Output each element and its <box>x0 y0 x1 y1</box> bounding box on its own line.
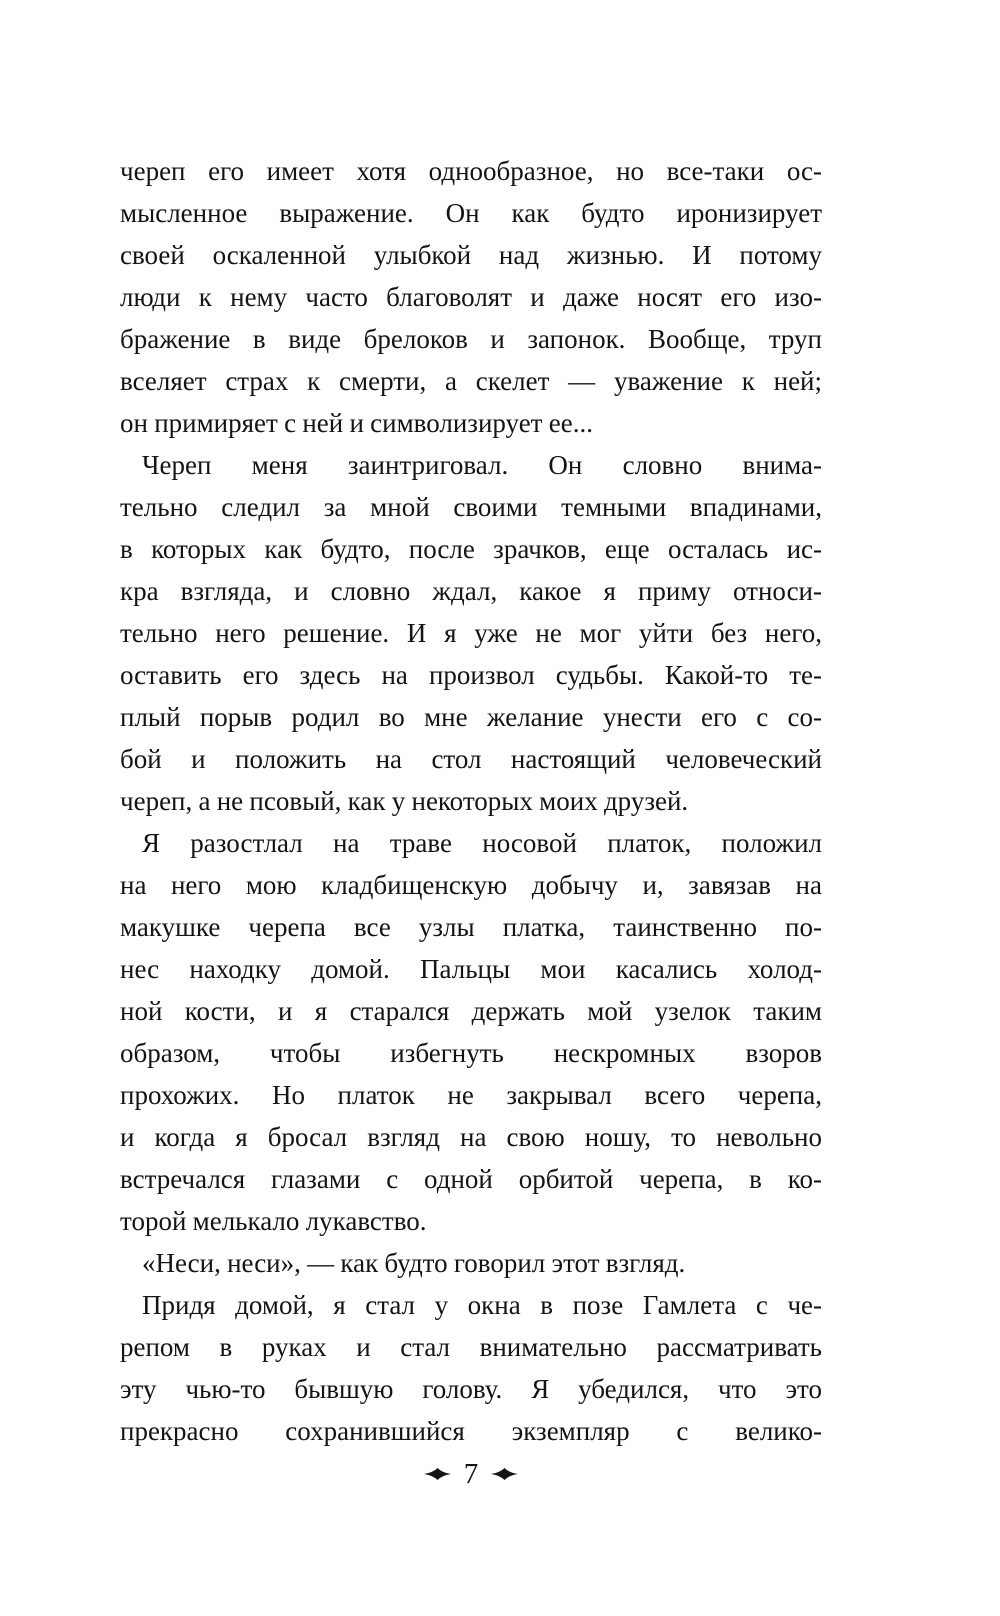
page-number: 7 <box>463 1458 479 1490</box>
diamond-ornament-icon <box>491 1468 518 1480</box>
paragraph <box>120 150 822 444</box>
text-line: ной кости, и я старался держать мой узелок таким <box>120 996 822 1026</box>
paragraph <box>120 822 822 1242</box>
text-line: прекрасно сохранившийся экземпляр с велико- <box>120 1416 822 1446</box>
paragraph <box>120 444 822 822</box>
text-line: Череп меня заинтриговал. Он словно внима- <box>142 450 822 480</box>
text-line: вселяет страх к смерти, а скелет — уважение к ней; <box>120 366 822 396</box>
text-line: бражение в виде брелоков и запонок. Вообще, труп <box>120 324 822 354</box>
text-line: на него мою кладбищенскую добычу и, завязав на <box>120 870 822 900</box>
diamond-ornament-icon <box>424 1468 451 1480</box>
text-line: оставить его здесь на произвол судьбы. Какой-то те- <box>120 660 822 690</box>
paragraph <box>120 1242 822 1284</box>
text-line: в которых как будто, после зрачков, еще осталась ис- <box>120 534 822 564</box>
text-line: кра взгляда, и словно ждал, какое я приму относи- <box>120 576 822 606</box>
text-line: и когда я бросал взгляд на свою ношу, то невольно <box>120 1122 822 1152</box>
text-line: «Неси, неси», — как будто говорил этот взгляд. <box>142 1248 686 1278</box>
text-line: мысленное выражение. Он как будто иронизирует <box>120 198 822 228</box>
text-line: череп, а не псовый, как у некоторых моих друзей. <box>120 786 689 816</box>
text-line: Придя домой, я стал у окна в позе Гамлета с че- <box>142 1290 822 1320</box>
paragraph <box>120 1284 822 1452</box>
text-line: тельно него решение. И я уже не мог уйти без него, <box>120 618 822 648</box>
text-line: репом в руках и стал внимательно рассматривать <box>120 1332 822 1362</box>
text-line: своей оскаленной улыбкой над жизнью. И потому <box>120 240 822 270</box>
text-line: торой мелькало лукавство. <box>120 1206 427 1236</box>
text-line: нес находку домой. Пальцы мои касались холод- <box>120 954 822 984</box>
text-line: Я разостлал на траве носовой платок, положил <box>142 828 822 858</box>
text-line: люди к нему часто благоволят и даже носят его изо- <box>120 282 822 312</box>
text-line: прохожих. Но платок не закрывал всего черепа, <box>120 1080 822 1110</box>
text-line: встречался глазами с одной орбитой черепа, в ко- <box>120 1164 822 1194</box>
text-line: эту чью-то бывшую голову. Я убедился, что это <box>120 1374 822 1404</box>
text-line: образом, чтобы избегнуть нескромных взоров <box>120 1038 822 1068</box>
text-block <box>120 150 822 1452</box>
text-line: он примиряет с ней и символизирует ее... <box>120 408 593 438</box>
text-line: макушке черепа все узлы платка, таинственно по- <box>120 912 822 942</box>
page-footer <box>120 1452 822 1496</box>
text-line: бой и положить на стол настоящий человеческий <box>120 744 822 774</box>
text-line: тельно следил за мной своими темными впадинами, <box>120 492 822 522</box>
text-line: плый порыв родил во мне желание унести его с со- <box>120 702 822 732</box>
text-line: череп его имеет хотя однообразное, но все-таки ос- <box>120 156 822 186</box>
